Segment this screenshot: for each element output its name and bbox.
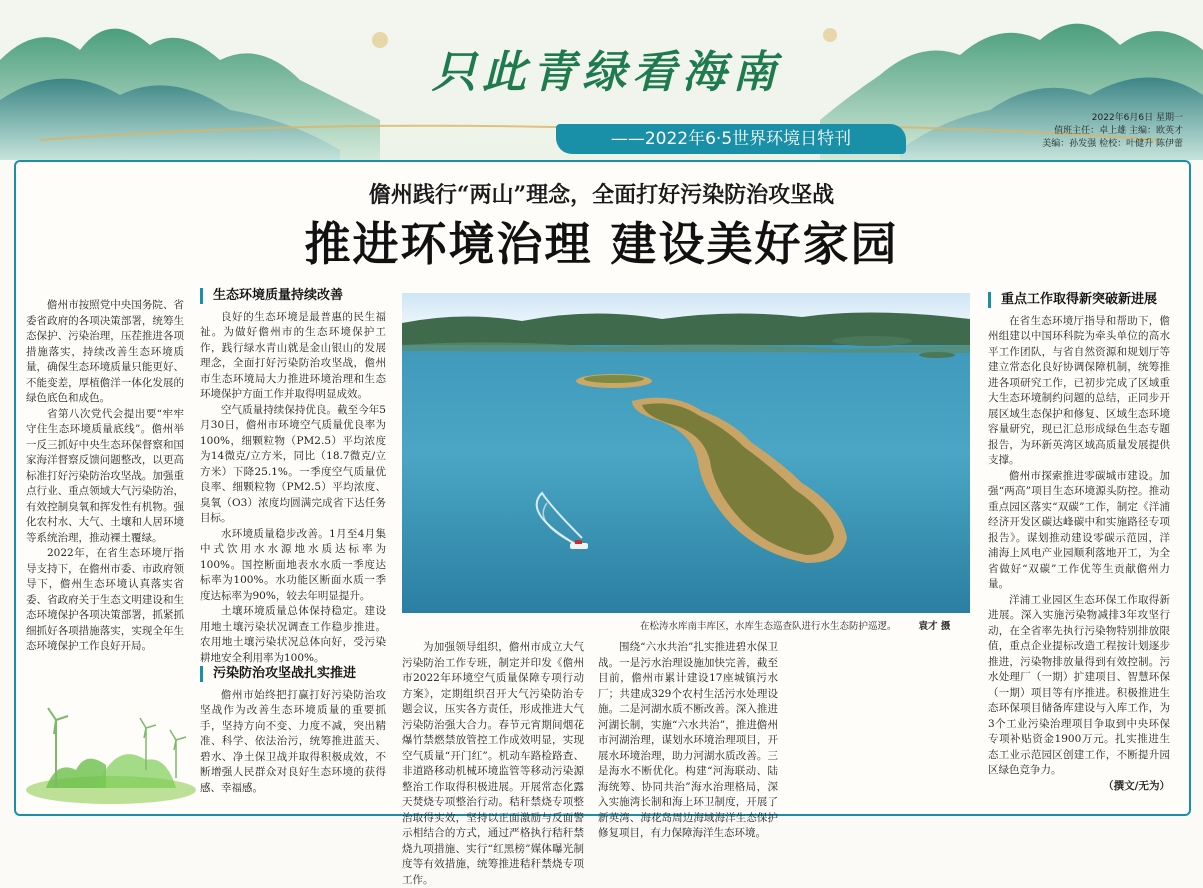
intro-paragraph: 2022年，在省生态环境厅指导支持下，在儋州市委、市政府领导下，儋州生态环境认真落实省委、省政府关于生态文明建设和生态环境保护各项决策部署，抓紧抓细抓好各项措施落实，实现全年生态环境保护工作良好开局。	[26, 547, 184, 652]
reservoir-photo	[402, 293, 970, 613]
masthead-banner	[0, 0, 1203, 160]
proof-credits: 美编：孙发强 检校：叶健升 陈伊蕾	[1042, 139, 1183, 149]
special-issue-subtitle: ——2022年6·5世界环境日特刊	[556, 124, 906, 154]
body-paragraph: 在省生态环境厅指导和帮助下，儋州组建以中国环科院为牵头单位的高水平工作团队，与省自然资源和规划厅等建立常态化良好协调保障机制，统筹推进各项研究工作，已初步完成了区域重大生态环境制约问题的总结，正同步开展区域生态保护和修复、区域生态环境容量研究，现已汇总形成绿色生态专题报告，为环新英湾区域高质量发展提供支撑。	[988, 314, 1170, 466]
author-signoff: （撰文/无为）	[1103, 779, 1170, 792]
intro-paragraph: 省第八次党代会提出要“牢牢守住生态环境质量底线”。儋州举一反三抓好中央生态环保督察和国家海洋督察反馈问题整改，以更高标准打好污染防治攻坚战。加强重点行业、重点领域大气污染防治，有效控制臭氧和挥发性有机物。强化农村水、大气、土壤和人居环境等系统治理，推动裸土覆绿。	[26, 407, 184, 544]
body-paragraph: 土壤环境质量总体保持稳定。建设用地土壤污染状况调查工作稳步推进。农用地土壤污染状况总体向好，受污染耕地安全利用率为100%。	[200, 605, 386, 664]
article-kicker: 儋州践行“两山”理念，全面打好污染防治攻坚战	[368, 182, 835, 208]
intro-column	[26, 298, 184, 698]
bottom-column-4	[598, 640, 778, 839]
special-issue-title: 只此青绿看海南	[432, 47, 782, 98]
section3-column	[988, 292, 1170, 792]
section-heading: 污染防治攻坚战扎实推进	[200, 666, 386, 682]
section-heading: 生态环境质量持续改善	[200, 288, 386, 304]
caption-text: 在松涛水库南丰库区，水库生态巡查队进行水生态防护巡逻。	[640, 621, 897, 632]
body-paragraph: 儋州市始终把打赢打好污染防治攻坚战作为改善生态环境质量的重要抓手，坚持方向不变、力度不减，突出精准、科学、依法治污，统筹推进蓝天、碧水、净土保卫战并取得积极成效，不断增强人民群众对良好生态环境的获得感、幸福感。	[200, 688, 386, 794]
body-paragraph: 水环境质量稳步改善。1月至4月集中式饮用水水源地水质达标率为100%。国控断面地表水水质一季度达标率为100%。水功能区断面水质一季度达标率为90%，较去年明显提升。	[200, 527, 386, 602]
section1-column	[200, 288, 386, 664]
intro-paragraph: 儋州市按照党中央国务院、省委省政府的各项决策部署，统筹生态保护、污染治理，压茬推进各项措施落实，持续改善生态环境质量，确保生态环境质量只能更好、不能变差，厚植儋洋一体化发展的绿色底色和成色。	[26, 299, 184, 404]
body-paragraph: 洋浦工业园区生态环保工作取得新进展。深入实施污染物减排3年攻坚行动，在全省率先执行污染物特别排放限值，重点企业提标改造工程按计划逐步推进，污染物排放量得到有效控制。污水处理厂（一期）扩建项目、智慧环保（一期）项目等有序推进。积极推进生态环保项目储备库建设与入库工作，为3个工业污染治理项目争取到中央环保专项补贴资金1900万元。扎实推进生态工业示范园区创建工作，不断提升园区绿色竞争力。	[988, 593, 1170, 776]
photo-caption	[640, 618, 970, 632]
photo-credit: 袁才 摄	[918, 621, 951, 632]
body-paragraph: 空气质量持续保持优良。截至今年5月30日，儋州市环境空气质量优良率为100%，细颗粒物（PM2.5）平均浓度为14微克/立方米，同比（18.7微克/立方米）下降25.1%。一季度空气质量优良率、细颗粒物（PM2.5）平均浓度、臭氧（O3）浓度均圆满完成省下达任务目标。	[200, 403, 386, 524]
issue-date: 2022年6月6日 星期一	[1091, 113, 1183, 123]
body-paragraph: 围绕“六水共治”扎实推进碧水保卫战。一是污水治理设施加快完善，截至目前，儋州市累计建设17座城镇污水厂；共建成329个农村生活污水处理设施。二是河湖水质不断改善。深入推进河湖长制，实施“六水共治”，推进儋州市河湖治理，谋划水环境治理项目，开展水环境治理，助力河湖水质改善。三是海水不断优化。构建“河海联动、陆海统筹、协同共治”海水治理格局，深入实施湾长制和海上环卫制度，开展了新英湾、海花岛周边海域海洋生态保护修复项目，有力保障海洋生态环境。	[598, 641, 778, 839]
editor-credits: 值班主任：卓上雄 主编：欧英才	[1054, 126, 1183, 136]
body-paragraph: 良好的生态环境是最普惠的民生福祉。为做好儋州市的生态环境保护工作，践行绿水青山就是金山银山的发展理念，全面打好污染防治攻坚战，儋州市生态环境局大力推进环境治理和生态环境保护方面工作并取得明显成效。	[200, 310, 386, 400]
masthead-info	[1042, 112, 1183, 151]
section2-column	[200, 666, 386, 798]
section-heading: 重点工作取得新突破新进展	[988, 292, 1170, 308]
bottom-column-3	[402, 640, 584, 886]
body-paragraph: 为加强领导组织，儋州市成立大气污染防治工作专班，制定并印发《儋州市2022年环境空气质量保障专项行动方案》，定期组织召开大气污染防治专题会议，压实各方责任，形成推进大气污染防治强大合力。春节元宵期间烟花爆竹禁燃禁放管控工作成效明显，实现空气质量“开门红”。机动车路检路查、非道路移动机械环境监管等移动污染源整治工作取得积极进展。开展常态化露天焚烧专项整治行动。秸秆禁烧专项整治取得实效，坚持以正面激励与反面警示相结合的方式，通过严格执行秸秆禁烧九项措施、实行“红黑榜”媒体曝光制度等有效措施，统筹推进秸秆禁烧专项工作。	[402, 641, 584, 886]
body-paragraph: 儋州市探索推进零碳城市建设。加强“两高”项目生态环境源头防控。推动重点园区落实“双碳”工作，制定《洋浦经济开发区碳达峰碳中和实施路径专项报告》。谋划推动建设零碳示范园，洋浦海上风电产业园顺利落地开工，为全省做好“双碳”工作优等生贡献儋州力量。	[988, 469, 1170, 590]
green-tree-wind-turbine-illustration	[26, 700, 196, 800]
reservoir-island-image	[402, 293, 970, 613]
article-headline: 推进环境治理 建设美好家园	[304, 217, 899, 271]
